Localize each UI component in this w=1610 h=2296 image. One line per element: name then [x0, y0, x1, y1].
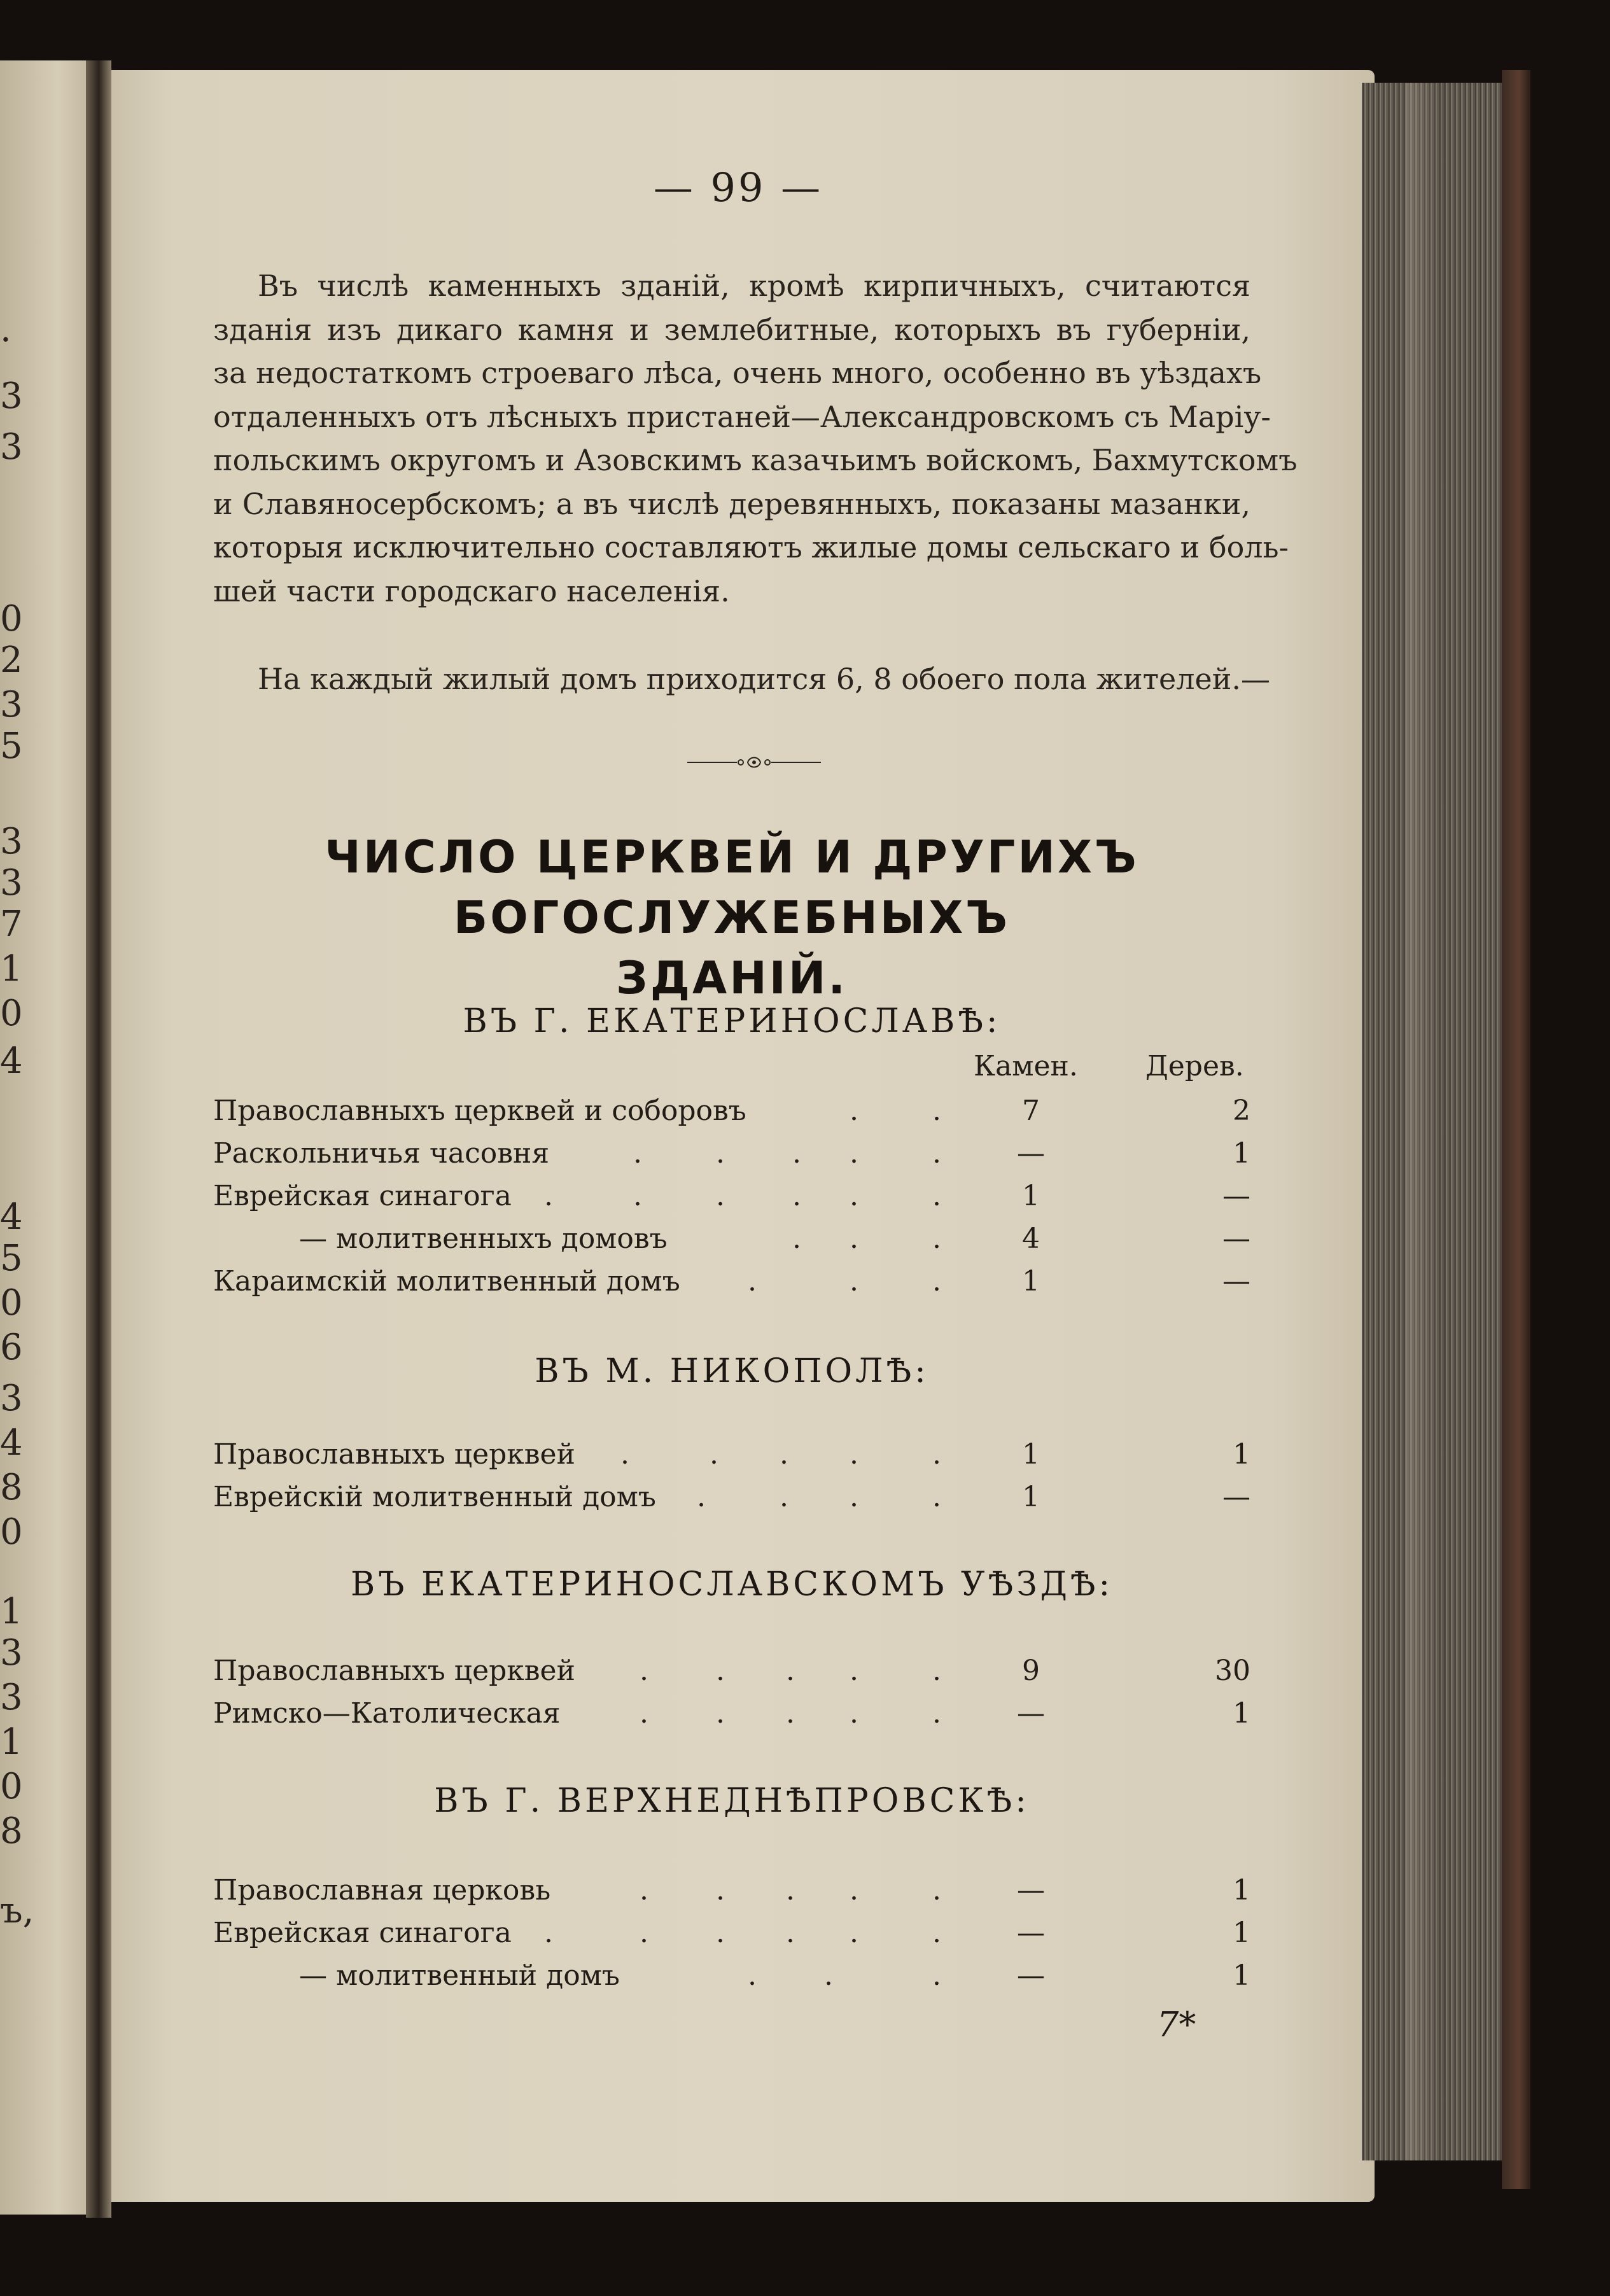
ornament-divider	[687, 750, 821, 775]
stone-count: —	[1017, 1917, 1045, 1949]
row-label: — молитвенный домъ	[299, 1959, 620, 1992]
leader-dots: . . . . .	[640, 1655, 941, 1687]
stone-count: 1	[1022, 1438, 1040, 1471]
table-row	[213, 1265, 1250, 1303]
left-fragment: 0	[0, 1282, 23, 1324]
left-fragment: ъ,	[0, 1890, 34, 1931]
text-line: польскимъ округомъ и Азовскимъ казачьимъ войскомъ, Бахмутскомъ	[213, 443, 1298, 477]
left-fragment: 4	[0, 1196, 23, 1238]
left-fragment: 3	[0, 684, 23, 725]
left-fragment: 3	[0, 862, 23, 904]
row-label: Еврейская синагога	[213, 1180, 512, 1212]
column-header-stone: Камен.	[974, 1050, 1078, 1082]
leader-dots: . . . . .	[640, 1874, 941, 1907]
page-edge-stack	[1362, 83, 1505, 2160]
table-row	[213, 1095, 1250, 1133]
row-label: — молитвенныхъ домовъ	[299, 1222, 668, 1255]
table-row	[213, 1917, 1250, 1955]
leader-dots: . . .	[748, 1959, 941, 1992]
section-heading: ВЪ М. НИКОПОЛѢ:	[535, 1352, 929, 1390]
text-line: отдаленныхъ отъ лѣсныхъ пристаней—Александровскомъ съ Маріу-	[213, 399, 1271, 434]
stone-count: —	[1017, 1697, 1045, 1730]
stone-count: 4	[1022, 1222, 1040, 1255]
wood-count: 1	[1233, 1959, 1250, 1992]
text-line: и Славяносербскомъ; а въ числѣ деревянныхъ, показаны мазанки,	[213, 486, 1250, 521]
wood-count: 1	[1233, 1917, 1250, 1949]
signature-mark: 7*	[1157, 2005, 1196, 2045]
section-heading: ВЪ ЕКАТЕРИНОСЛАВСКОМЪ УѢЗДѢ:	[350, 1565, 1114, 1604]
wood-count: 1	[1233, 1438, 1250, 1471]
leader-dots: . . . . .	[620, 1438, 941, 1471]
stone-count: —	[1017, 1959, 1045, 1992]
table-row	[213, 1180, 1250, 1218]
wood-count: —	[1222, 1481, 1250, 1513]
table-row	[213, 1438, 1250, 1476]
wood-count: 1	[1233, 1697, 1250, 1730]
section-heading: ВЪ Г. ВЕРХНЕДНѢПРОВСКѢ:	[434, 1782, 1030, 1820]
left-fragment: 5	[0, 1238, 23, 1279]
row-label: Еврейскій молитвенный домъ	[213, 1481, 656, 1513]
wood-count: 1	[1233, 1137, 1250, 1170]
left-fragment: 4	[0, 1422, 23, 1464]
left-fragment: 8	[0, 1810, 23, 1852]
row-label: Православныхъ церквей	[213, 1438, 575, 1471]
leader-dots: . . . . .	[640, 1697, 941, 1730]
row-label: Православныхъ церквей и соборовъ	[213, 1095, 746, 1127]
left-fragment: 3	[0, 821, 23, 862]
table-row	[213, 1697, 1250, 1735]
left-fragment: 7	[0, 904, 23, 945]
leader-dots: . . .	[792, 1222, 941, 1255]
left-fragment: 0	[0, 598, 23, 640]
leader-dots: . . . . .	[633, 1137, 941, 1170]
stone-count: —	[1017, 1137, 1045, 1170]
leader-dots: . . . . . .	[544, 1917, 941, 1949]
book-gutter	[86, 60, 111, 2218]
wood-count: —	[1222, 1222, 1250, 1255]
book-cover-edge	[1502, 70, 1530, 2189]
left-fragment: 1	[0, 1721, 23, 1763]
main-title	[213, 827, 1250, 1009]
row-label: Православныхъ церквей	[213, 1655, 575, 1687]
row-label: Римско—Католическая	[213, 1697, 561, 1730]
left-fragment: 3	[0, 1378, 23, 1419]
text-line: Въ числѣ каменныхъ зданій, кромѣ кирпичныхъ, считаются	[258, 269, 1250, 303]
leader-dots: . . . . . .	[544, 1180, 941, 1212]
intro-paragraph	[213, 264, 1298, 613]
left-fragment: 0	[0, 993, 23, 1034]
row-label: Раскольничья часовня	[213, 1137, 550, 1170]
stone-count: 1	[1022, 1265, 1040, 1298]
left-fragment: 5	[0, 725, 23, 767]
left-fragment: 3	[0, 1677, 23, 1718]
stone-count: 1	[1022, 1481, 1040, 1513]
stone-count: —	[1017, 1874, 1045, 1907]
stone-count: 7	[1022, 1095, 1040, 1127]
text-line: шей части городскаго населенія.	[213, 573, 730, 608]
leader-dots: . . . .	[697, 1481, 941, 1513]
stone-count: 9	[1022, 1655, 1040, 1687]
left-fragment: 1	[0, 1591, 23, 1632]
left-fragment: 6	[0, 1327, 23, 1368]
wood-count: 2	[1233, 1095, 1250, 1127]
row-label: Еврейская синагога	[213, 1917, 512, 1949]
left-fragment: 3	[0, 1632, 23, 1674]
left-fragment: 3	[0, 426, 23, 468]
left-fragment: 1	[0, 948, 23, 990]
text-line: зданія изъ дикаго камня и землебитные, которыхъ въ губерніи,	[213, 312, 1250, 347]
table-row	[213, 1655, 1250, 1693]
column-header-wood: Дерев.	[1145, 1050, 1244, 1082]
left-fragment: .	[0, 309, 11, 350]
table-row	[213, 1959, 1250, 1998]
table-row	[213, 1222, 1250, 1261]
text-line: за недостаткомъ строеваго лѣса, очень много, особенно въ уѣздахъ	[213, 356, 1262, 390]
wood-count: 1	[1233, 1874, 1250, 1907]
row-label: Караимскій молитвенный домъ	[213, 1265, 680, 1298]
density-paragraph: На каждый жилый домъ приходится 6, 8 обоего пола жителей.—	[258, 662, 1270, 696]
table-row	[213, 1874, 1250, 1912]
wood-count: —	[1222, 1265, 1250, 1298]
title-line: ЧИСЛО ЦЕРКВЕЙ И ДРУГИХЪ БОГОСЛУЖЕБНЫХЪ	[325, 831, 1139, 944]
left-fragment: 8	[0, 1467, 23, 1508]
table-row	[213, 1137, 1250, 1175]
left-fragment: 2	[0, 640, 23, 681]
wood-count: 30	[1215, 1655, 1250, 1687]
wood-count: —	[1222, 1180, 1250, 1212]
page-number: — 99 —	[653, 164, 823, 211]
stone-count: 1	[1022, 1180, 1040, 1212]
row-label: Православная церковь	[213, 1874, 551, 1907]
left-fragment: 0	[0, 1511, 23, 1553]
section-heading: ВЪ Г. ЕКАТЕРИНОСЛАВѢ:	[463, 1002, 1001, 1040]
left-fragment: 3	[0, 375, 23, 417]
text-line: которыя исключительно составляютъ жилые домы сельскаго и боль-	[213, 530, 1289, 564]
leader-dots: . . .	[748, 1265, 941, 1298]
left-fragment: 0	[0, 1766, 23, 1807]
left-fragment: 4	[0, 1040, 23, 1082]
title-line: ЗДАНІЙ.	[615, 952, 848, 1004]
table-row	[213, 1481, 1250, 1519]
leader-dots: . .	[850, 1095, 941, 1127]
